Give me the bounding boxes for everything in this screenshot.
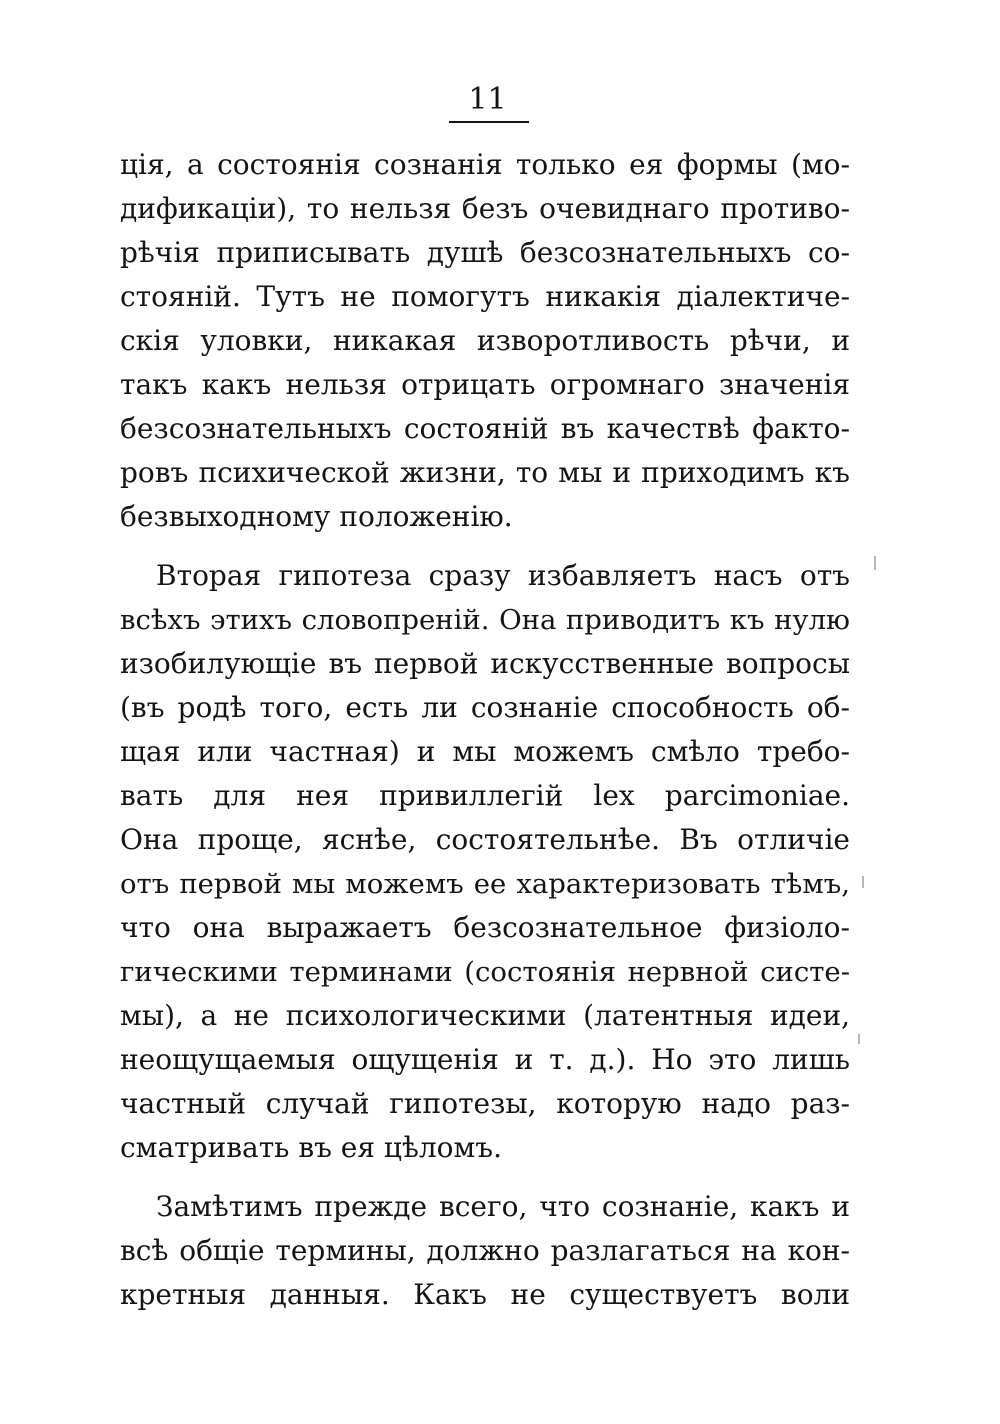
text-line: (въ родѣ того, есть ли сознаніе способность об- [120, 691, 850, 724]
text-line: скія уловки, никакая изворотливость рѣчи, и [120, 324, 850, 357]
body-text [120, 143, 850, 1317]
page-number: 11 [468, 82, 507, 117]
text-line: сматривать въ ея цѣломъ. [120, 1131, 502, 1164]
text-line: ровъ психической жизни, то мы и приходимъ къ [120, 456, 850, 489]
text-line: мы), а не психологическими (латентныя идеи, [120, 999, 850, 1032]
paragraph-second-hypothesis [120, 554, 850, 1170]
text-line: изобилующіе въ первой искусственные вопросы [120, 647, 850, 680]
text-line: безвыходному положенію. [120, 500, 513, 533]
text-line: дификаціи), то нельзя безъ очевиднаго противо- [120, 192, 850, 225]
text-line: всѣ общіе термины, должно разлагаться на кон- [120, 1234, 850, 1267]
text-line: всѣхъ этихъ словопреній. Она приводитъ къ нулю [120, 604, 850, 636]
text-line: вать для нея привиллегій lex parcimoniae. [120, 779, 850, 812]
text-line: гическими терминами (состоянія нервной систе- [120, 956, 850, 988]
paragraph-consciousness [120, 1185, 850, 1317]
text-line: такъ какъ нельзя отрицать огромнаго значенія [120, 368, 850, 401]
text-line: что она выражаетъ безсознательное физіоло- [120, 911, 850, 944]
text-line: стояній. Тутъ не помогутъ никакія діалектиче- [120, 280, 850, 313]
page-number-rule [449, 121, 529, 123]
text-line: безсознательныхъ состояній въ качествѣ факто- [120, 412, 850, 445]
text-line: неощущаемыя ощущенія и т. д.). Но это лишь [120, 1043, 850, 1076]
text-line: Она проще, яснѣе, состоятельнѣе. Въ отличіе [120, 823, 850, 856]
text-line: частный случай гипотезы, которую надо раз- [120, 1087, 850, 1120]
text-line: Замѣтимъ прежде всего, что сознаніе, какъ и [156, 1190, 850, 1223]
text-line: щая или частная) и мы можемъ смѣло требо- [120, 735, 850, 768]
text-line: Вторая гипотеза сразу избавляетъ насъ отъ [156, 559, 850, 592]
margin-speck [858, 1034, 860, 1044]
text-line: кретныя данныя. Какъ не существуетъ воли [120, 1278, 850, 1311]
margin-speck [862, 876, 864, 888]
text-line: рѣчія приписывать душѣ безсознательныхъ со- [120, 236, 850, 269]
text-line: ція, а состоянія сознанія только ея формы (мо- [120, 148, 850, 181]
paragraph-continuation [120, 143, 850, 539]
margin-speck [874, 556, 876, 570]
text-line: отъ первой мы можемъ ее характеризовать тѣмъ, [120, 868, 850, 900]
